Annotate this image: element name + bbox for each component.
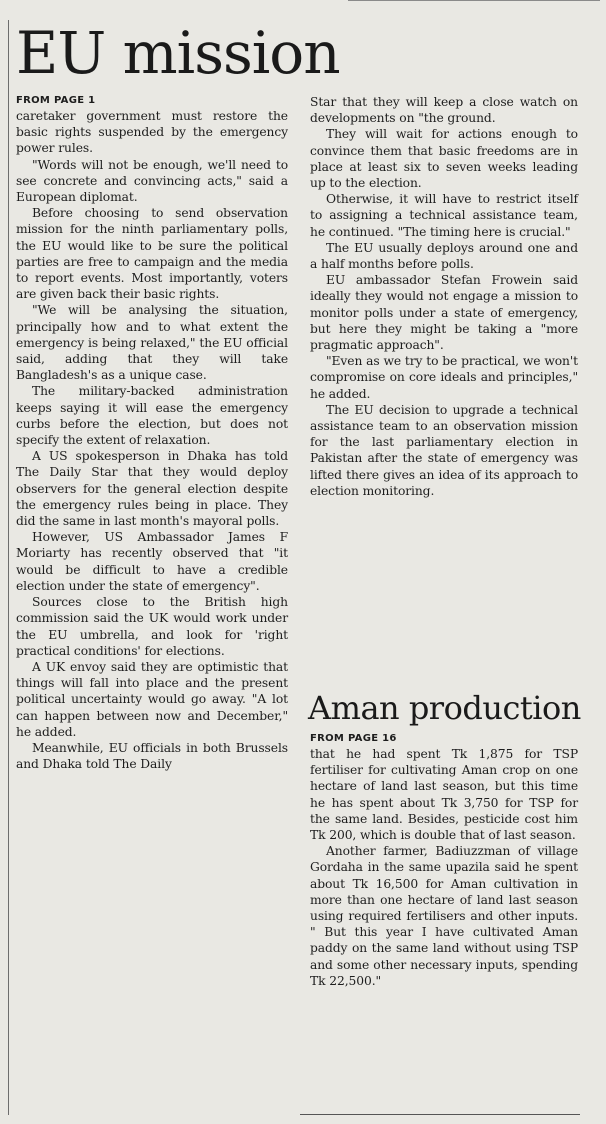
paragraph: Before choosing to send observation mission for the ninth parliamentary polls, the EU would like to be sure the political parties are free to campaign and the media to report events. Most importantly, voters are given back their basic rights. xyxy=(16,206,288,302)
paragraph: Meanwhile, EU officials in both Brussels and Dhaka told The Daily xyxy=(16,740,288,772)
paragraph: The EU decision to upgrade a technical assistance team to an observation mission for the last parliamentary election in Pakistan after the state of emergency was lifted there gives an idea of its approach to election monitoring. xyxy=(310,402,578,498)
headline-eu-mission: EU mission xyxy=(16,19,340,87)
article-aman-body xyxy=(310,732,578,989)
paragraph: Star that they will keep a close watch on developments on "the ground. xyxy=(310,95,578,126)
article-eu-column-1 xyxy=(16,94,288,772)
paragraph: Another farmer, Badiuzzman of village Gordaha in the same upazila said he spent about Tk 16,500 for Aman cultivation in more than one hectare of land last season using required fertilisers and other inputs. " But this year I have cultivated Aman paddy on the same land without using TSP and some other necessary inputs, spending Tk 22,500." xyxy=(310,844,578,988)
paragraph: They will wait for actions enough to convince them that basic freedoms are in place at least six to seven weeks leading up to the election. xyxy=(310,127,578,191)
paragraph: Otherwise, it will have to restrict itself to assigning a technical assistance team, he continued. "The timing here is crucial." xyxy=(310,192,578,239)
paragraph: Sources close to the British high commission said the UK would work under the EU umbrella, and look for 'right practical conditions' for elections. xyxy=(16,595,288,658)
article-eu-column-2 xyxy=(310,94,578,499)
column-rule-left xyxy=(8,20,9,1115)
paragraph: "We will be analysing the situation, principally how and to what extent the emergency is being relaxed," the EU official said, adding that they will take Bangladesh's as a unique case. xyxy=(16,303,288,383)
bottom-rule xyxy=(300,1114,580,1115)
headline-aman-production: Aman production xyxy=(308,689,581,727)
paragraph: The military-backed administration keeps saying it will ease the emergency curbs before the election, but does not specify the extent of relaxation. xyxy=(16,384,288,448)
paragraph: that he had spent Tk 1,875 for TSP fertiliser for cultivating Aman crop on one hectare of land last season, but this time he has spent about Tk 3,750 for TSP for the same land. Besides, pesticide cost him Tk 200, which is double that of last season. xyxy=(310,747,578,843)
paragraph: "Even as we try to be practical, we won't compromise on core ideals and principles," he added. xyxy=(310,354,578,401)
paragraph: "Words will not be enough, we'll need to see concrete and convincing acts," said a European diplomat. xyxy=(16,157,288,205)
paragraph: A UK envoy said they are optimistic that things will fall into place and the present political uncertainty would go away. "A lot can happen between now and December," he added. xyxy=(16,659,288,739)
kicker-from-page-16: FROM PAGE 16 xyxy=(310,733,397,744)
paragraph: A US spokesperson in Dhaka has told The Daily Star that they would deploy observers for the general election despite the emergency rules being in place. They did the same in last month's mayoral polls. xyxy=(16,449,288,529)
kicker-from-page-1: FROM PAGE 1 xyxy=(16,95,96,106)
paragraph: However, US Ambassador James F Moriarty has recently observed that "it would be difficult to have a credible election under the state of emergency". xyxy=(16,530,288,593)
paragraph: caretaker government must restore the basic rights suspended by the emergency power rules. xyxy=(16,109,288,156)
paragraph: EU ambassador Stefan Frowein said ideally they would not engage a mission to monitor polls under a state of emergency, but here they might be taking a "more pragmatic approach". xyxy=(310,273,578,353)
top-rule xyxy=(348,0,600,1)
paragraph: The EU usually deploys around one and a half months before polls. xyxy=(310,240,578,272)
